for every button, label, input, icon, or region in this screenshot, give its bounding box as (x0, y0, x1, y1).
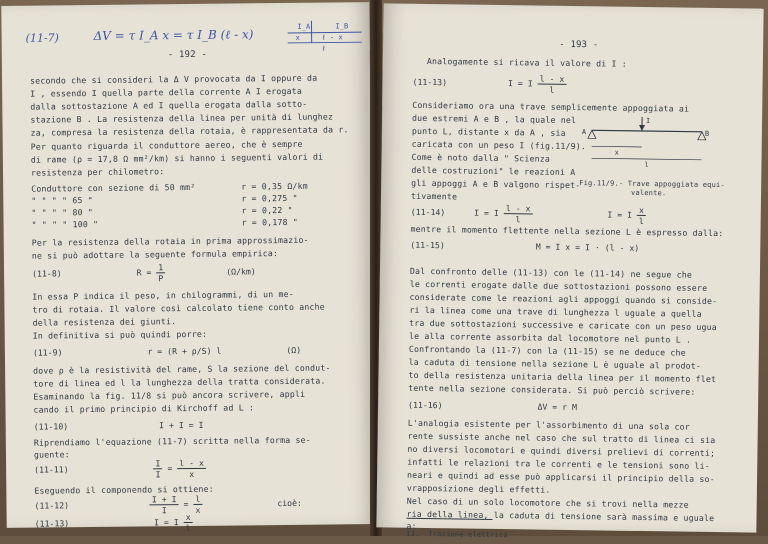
eq-numerator: I (153, 458, 162, 469)
text-line: mentre il momento flettente nella sezione L è espresso dalla: (410, 224, 723, 238)
table-cell: Conduttore con sezione di 50 mm² (31, 182, 195, 194)
equation-11-12: (11-12) $\frac{I + I}{I}$ = $\frac{l}{x}$ cioè: (34, 493, 302, 517)
eq-numerator: l - x (504, 203, 533, 214)
text-line: Nel caso di un solo locomotore che si trovi nella mezze (407, 496, 689, 510)
text-line: Esaminando la fig. 11/8 si può ancora scrivere, appli (33, 389, 305, 402)
text-line: za, compresa la resistenza della rotaia, è rappresentata da r. (31, 124, 349, 137)
text-line: stazione B . La resistenza della linea per unità di lunghez (30, 111, 333, 124)
footer-rule (406, 518, 492, 520)
eq-denominator: l (537, 85, 566, 95)
equation-11-13-left (35, 512, 193, 535)
eq-numerator: l - x (538, 74, 567, 85)
text-line: Riprendiamo l'equazione (11-7) scritta nella forma se- (34, 435, 311, 448)
fig-label-x: x (615, 149, 619, 157)
fig-label-b: B (705, 130, 709, 138)
table-cell: r = 0,22 " (241, 205, 292, 216)
eq-numerator: x (184, 512, 193, 523)
text-line: la caduta di tensione nella sezione L è uguale al prodot- (409, 357, 701, 371)
text-line: Analogamente si ricava il valore di I : (427, 56, 627, 69)
text-line: no diversi locomotori e quindi diversi prelievi di correnti; (407, 444, 715, 458)
eq-lhs: I = I (508, 78, 533, 88)
eq-denominator: x (193, 505, 202, 515)
eq-tail: cioè: (277, 498, 302, 508)
equation-11-9 (33, 345, 301, 358)
fig-label-l: l (644, 161, 648, 169)
text-line: Per la resistenza della rotaia in prima approssimazio- (32, 235, 309, 248)
text-line: Per quanto riguarda il conduttore aereo, che è sempre (31, 139, 303, 152)
fig-label-a: A (582, 128, 587, 136)
eq-mark: (Ω) (286, 345, 301, 355)
handwritten-sketch (281, 14, 366, 53)
text-line: ri la linea come una trave di lunghezza l uguale a quella (409, 305, 701, 319)
sketch-label-lx: ℓ - x (322, 33, 343, 41)
table-cell: " " " " 65 " (31, 195, 93, 206)
text-line: In essa P indica il peso, in chilogrammi, di un me- (32, 289, 294, 302)
eq-numerator: l (193, 494, 202, 505)
right-page (376, 3, 763, 532)
text-line: infatti le relazioni tra le correnti e le tensioni sono li- (407, 457, 710, 471)
text-line: ria della linea, la caduta di tensione sarà massima e uguale (406, 509, 714, 523)
eq-numerator: l - x (177, 458, 206, 469)
eq-denominator: l (184, 523, 193, 533)
text-line: due estremi A e B , la quale nel (412, 113, 576, 125)
eq-denominator: x (177, 469, 206, 479)
table-cell: " " " " 80 " (31, 207, 93, 218)
eq-lhs: R = (137, 267, 152, 277)
text-line: ne si può adottare la seguente formula empirica: (32, 248, 278, 261)
page-number: - 192 - (168, 50, 207, 60)
text-line: L'analogia esistente per l'assorbimento di una sola cor (408, 418, 690, 432)
text-line: tente nella sezione considerata. Si può perciò scrivere: (408, 383, 695, 397)
text-line: Come è noto dalla " Scienza (411, 152, 550, 164)
equation-11-15 (410, 240, 639, 253)
text-line: di rame (ρ = 17,8 Ω mm²/km) si hanno i seguenti valori di (31, 152, 323, 165)
text-line: secondo che si consideri la Δ V provocata da I oppure da (30, 73, 317, 86)
eq-label: (11-8) (32, 268, 62, 278)
table-cell: r = 0,275 " (241, 193, 298, 204)
text-line: In definitiva si può quindi porre: (33, 329, 208, 341)
text-line: a: (406, 521, 416, 531)
text-line: dove ρ è la resistività del rame, S la sezione del condut- (33, 363, 331, 376)
eq-denominator: l (637, 216, 646, 226)
text-line: punto L, distante x da A , sia (412, 126, 566, 138)
text-line: guente: (34, 449, 70, 459)
text-line: Consideriamo ora una trave semplicemente appoggiata ai (412, 100, 689, 114)
eq-label: (11-12) (34, 500, 69, 510)
text-line: neari e quindi ad esse può applicarsi il principio della so- (407, 470, 715, 484)
eq-denominator: l (504, 214, 533, 224)
sketch-label-ib: I_B (335, 22, 348, 30)
text-line: Dal confronto delle (11-13) con le (11-14) ne segue che (410, 266, 692, 280)
text-line: to della resistenza unitaria della linea per il momento flet (408, 370, 716, 384)
text-line: tore di linea ed l la lunghezza della tratta considerata. (33, 376, 325, 389)
eq-denominator: I (150, 505, 179, 515)
eq-expr: I + I = I (159, 420, 203, 430)
eq-label: (11-9) (33, 347, 63, 357)
text-line: tro di rotaia. Il valore così calcolato tiene conto anche (32, 302, 324, 315)
equation-11-10 (34, 420, 204, 432)
eq-lhs: I = I (474, 208, 499, 218)
eq-denominator: P (156, 273, 165, 283)
text-line: gli appoggi A e B valgono rispet- (411, 178, 580, 190)
eq-label: (11-11) (34, 464, 69, 474)
text-line: tivamente (411, 191, 457, 202)
sketch-label-ia: I_A (297, 23, 311, 31)
sketch-label-l: ℓ (322, 45, 326, 53)
eq-denominator: I (154, 469, 163, 479)
eq-label: (11-16) (408, 400, 443, 410)
eq-lhs: I = I (154, 517, 179, 527)
text-line: le alla corrente assorbita dal locomotore nel punto L . (409, 331, 691, 345)
eq-unit: (Ω/km) (226, 266, 256, 276)
eq-expr: r = (R + ρ/S) l (147, 346, 221, 357)
eq-expr: M = I x = I · (l - x) (536, 242, 640, 253)
equation-11-8 (32, 261, 256, 284)
eq-label: (11-14) (411, 207, 446, 217)
text-line: I , essendo I quella parte della corrente A I erogata (30, 86, 302, 99)
table-cell: " " " " 100 " (32, 219, 99, 230)
table-cell: r = 0,178 " (242, 217, 299, 228)
text-line: cando il primo principio di Kirchoff ad L : (33, 402, 254, 414)
text-line: considerate come le reazioni agli appoggi quando si conside- (410, 292, 718, 306)
text-line: resistenza per chilometro: (31, 166, 164, 177)
eq-lhs: I = I (607, 210, 632, 220)
sketch-label-x: x (296, 34, 300, 42)
equation-11-13-right (412, 72, 566, 95)
eq-label: (11-15) (410, 240, 445, 250)
eq-expr: ΔV = r M (537, 402, 577, 413)
eq-label: (11-13) (413, 77, 448, 87)
table-cell: r = 0,35 Ω/km (241, 181, 308, 192)
left-page (1, 2, 374, 528)
eq-numerator: 1 (156, 262, 165, 273)
equation-11-11: (11-11) $\frac{I}{I}$ = $\frac{l - x}{x}$ (34, 458, 206, 481)
beam-figure (581, 112, 712, 174)
text-line: vrapposizione degli effetti. (407, 483, 551, 495)
figure-caption: Fig.11/9.- Trave appoggiata equi- (579, 178, 725, 190)
text-line: Confrontando la (11-7) con la (11-15) se ne deduce che (409, 344, 686, 358)
eq-label: (11-10) (34, 421, 69, 431)
figure-caption-cont: valente. (631, 188, 666, 198)
handwritten-label: (11-7) (26, 31, 59, 44)
text-line: caricata con un peso I (fig.11/9). (412, 139, 587, 151)
text-line: tra due sottostazioni successive e caricate con un peso ugua (409, 318, 717, 332)
equation-11-16 (408, 400, 577, 412)
footer-note: 13.- Trazione elettrica (406, 529, 508, 540)
eq-numerator: I + I (150, 494, 179, 505)
text-line: delle costruzioni" le reazioni A (411, 165, 575, 177)
text-line: dalla sottostazione A ed I quella erogata dalla sotto- (30, 99, 307, 112)
fig-label-i: I (646, 117, 650, 125)
equation-11-14 (411, 202, 646, 226)
page-number: - 193 - (559, 40, 598, 51)
text-line: Eseguendo il componendo si ottiene: (34, 484, 214, 496)
text-line: rente sussiste anche nel caso che sul tratto di linea ci sia (408, 431, 716, 445)
eq-numerator: x (637, 205, 646, 216)
eq-label: (11-13) (35, 518, 70, 528)
handwritten-formula: ΔV = τ I_A x = τ I_B (ℓ - x) (94, 27, 254, 44)
text-line: della resistenza dei giunti. (33, 316, 177, 328)
text-line: le correnti erogate dalle due sottostazioni possono essere (410, 279, 708, 293)
